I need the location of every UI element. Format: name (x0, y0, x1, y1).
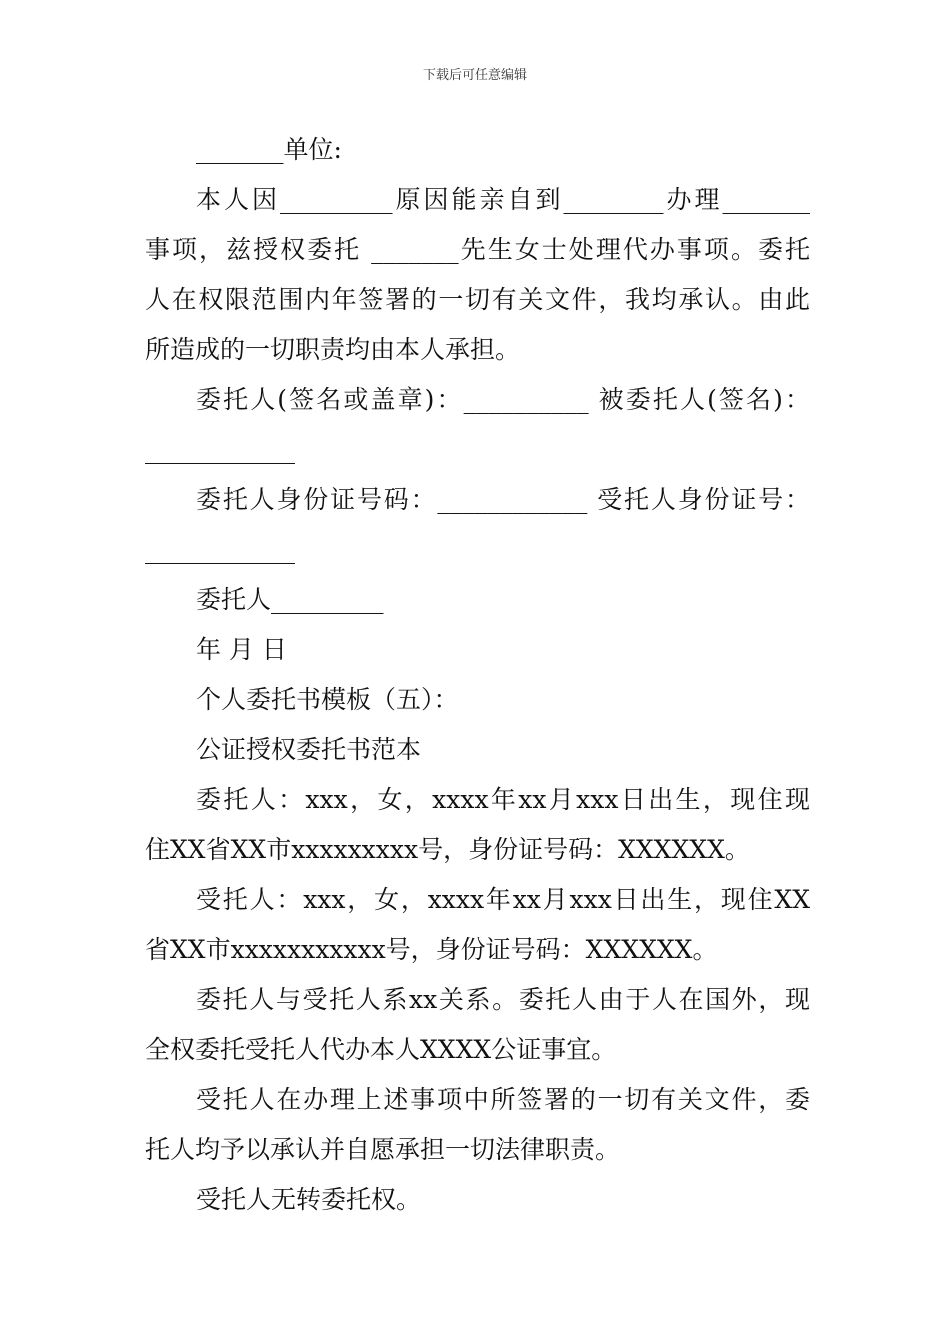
id-number-line: 委托人身份证号码：____________ 受托人身份证号： (196, 485, 810, 514)
paragraph-line: 事项，兹授权委托 _______先生女士处理代办事项。委托 (145, 235, 810, 264)
paragraph-line: 本人因_________原因能亲自到________办理_______ (196, 185, 810, 214)
paragraph-line: 全权委托受托人代办本人XXXX公证事宜。 (145, 1035, 617, 1064)
paragraph-line: 省XX市xxxxxxxxxxx号，身份证号码：XXXXXX。 (145, 935, 718, 964)
section-subtitle: 公证授权委托书范本 (196, 735, 422, 764)
date-line: 年 月 日 (196, 635, 287, 664)
principal-line: 委托人_________ (196, 585, 384, 614)
paragraph-line: 受托人：xxx，女，xxxx年xx月xxx日出生，现住XX (196, 885, 810, 914)
paragraph-line: 受托人在办理上述事项中所签署的一切有关文件，委 (196, 1085, 810, 1114)
signature-line: 委托人(签名或盖章)：__________ 被委托人(签名)： (196, 385, 810, 414)
blank-line: ____________ (145, 435, 295, 464)
paragraph-line: 所造成的一切职责均由本人承担。 (145, 335, 521, 364)
paragraph-line: 人在权限范围内年签署的一切有关文件，我均承认。由此 (145, 285, 810, 314)
section-title: 个人委托书模板（五）： (196, 685, 459, 714)
paragraph-line: 委托人：xxx，女，xxxx年xx月xxx日出生，现住现 (196, 785, 810, 814)
paragraph-line: 托人均予以承认并自愿承担一切法律职责。 (145, 1135, 621, 1164)
unit-line: _______单位: (196, 135, 342, 164)
paragraph-line: 住XX省XX市xxxxxxxxx号，身份证号码：XXXXXX。 (145, 835, 750, 864)
blank-line: ____________ (145, 535, 295, 564)
page-header: 下载后可任意编辑 (422, 68, 527, 83)
paragraph-line: 委托人与受托人系xx关系。委托人由于人在国外，现 (196, 985, 810, 1014)
paragraph-line: 受托人无转委托权。 (196, 1185, 422, 1214)
